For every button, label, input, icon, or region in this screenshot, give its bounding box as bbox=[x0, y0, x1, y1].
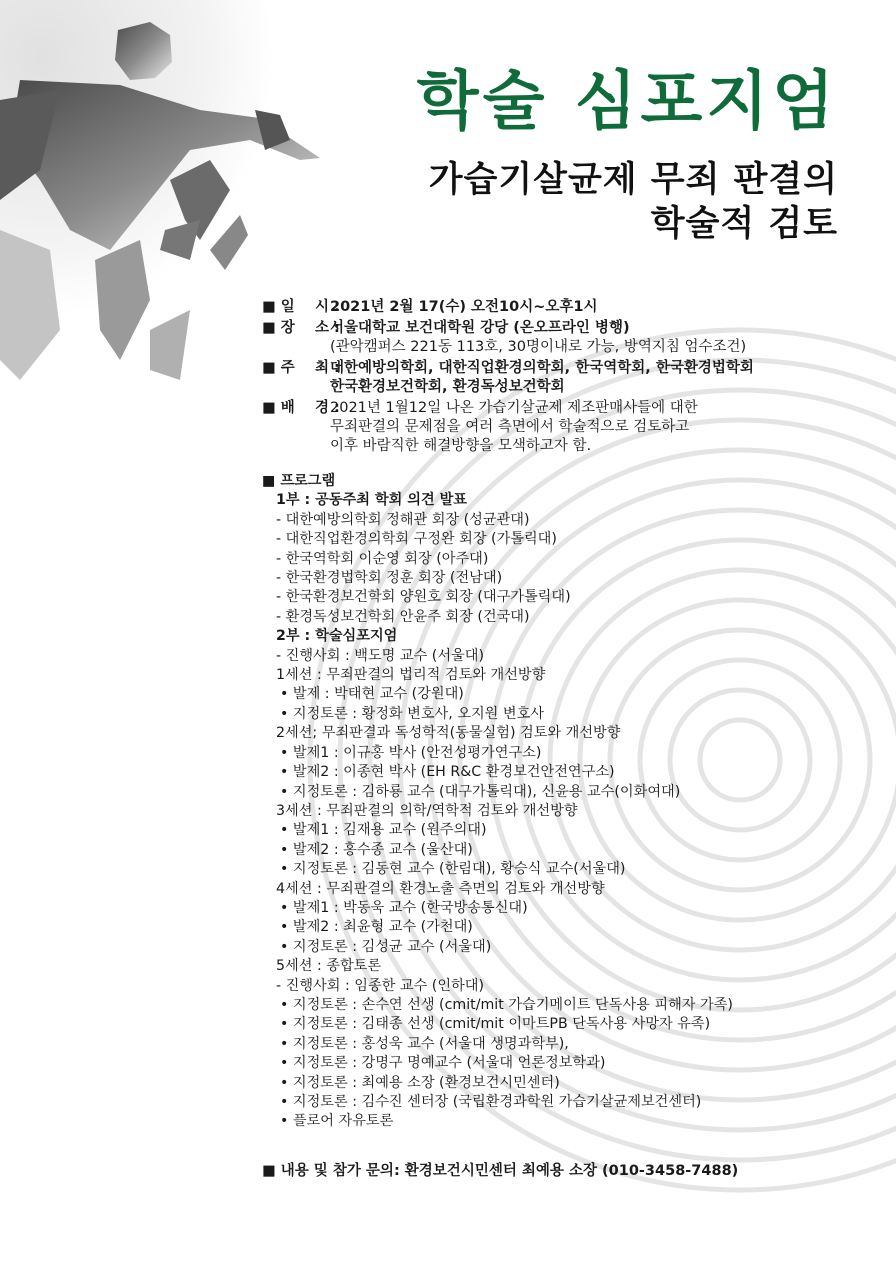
session3-title: 3세션 : 무죄판결의 의학/역학적 검토와 개선방향 bbox=[276, 802, 578, 819]
session5-item: • 지정토론 : 강명구 명예교수 (서울대 언론정보학과) bbox=[280, 1055, 606, 1072]
part1-item: - 대한직업환경의학회 구정완 회장 (가톨릭대) bbox=[276, 531, 557, 548]
session5-item: • 지정토론 : 김태종 선생 (cmit/mit 이마트PB 단독사용 사망자 유족) bbox=[280, 1016, 711, 1033]
subtitle-line-1: 가습기살균제 무죄 판결의 bbox=[428, 159, 838, 200]
background-text-1: 2021년 1월12일 나온 가습기살균제 제조판매사들에 대한 bbox=[330, 400, 698, 416]
program-section bbox=[262, 472, 882, 1132]
background-row bbox=[262, 399, 882, 418]
session1-item: • 발제 : 박태현 교수 (강원대) bbox=[280, 686, 464, 703]
part1-item: - 환경독성보건학회 안윤주 회장 (건국대) bbox=[276, 608, 530, 625]
session2-item: • 지정토론 : 김하룡 교수 (대구가톨릭대), 신윤용 교수(이화여대) bbox=[280, 783, 681, 800]
session5-item: • 플로어 자유토론 bbox=[280, 1113, 394, 1130]
place-value: 서울대학교 보건대학원 강당 (온오프라인 병행) bbox=[330, 320, 630, 336]
part1-item: - 한국환경법학회 정훈 회장 (전남대) bbox=[276, 570, 503, 587]
host-label: ■ 주 최 : bbox=[262, 360, 340, 376]
session5-title: 5세션 : 종합토론 bbox=[276, 958, 382, 975]
contact-info: ■ 내용 및 참가 문의: 환경보건시민센터 최예용 소장 (010-3458-7488) bbox=[262, 1163, 739, 1179]
session3-item: • 발제2 : 홍수종 교수 (울산대) bbox=[280, 841, 473, 858]
session5-item: • 지정토론 : 홍성욱 교수 (서울대 생명과학부), bbox=[280, 1035, 569, 1052]
place-note: (관악캠퍼스 221동 113호, 30명이내로 가능, 방역지침 엄수조건) bbox=[330, 339, 747, 355]
program-heading: ■ 프로그램 bbox=[262, 473, 336, 489]
part1-item: - 한국환경보건학회 양원호 회장 (대구가톨릭대) bbox=[276, 589, 571, 606]
date-label: ■ 일 시 : bbox=[262, 299, 340, 315]
session4-title: 4세션 : 무죄판결의 환경노출 측면의 검토와 개선방향 bbox=[276, 880, 605, 897]
session5-item: • 지정토론 : 김수진 센터장 (국립환경과학원 가습기살균제보건센터) bbox=[280, 1094, 702, 1110]
host-value: 대한예방의학회, 대한직업환경의학회, 한국역학회, 한국환경법학회 bbox=[330, 360, 754, 376]
session5-item: • 지정토론 : 최예용 소장 (환경보건시민센터) bbox=[280, 1074, 560, 1091]
background-text-2: 무죄판결의 문제점을 여러 측면에서 학술적으로 검토하고 bbox=[330, 419, 690, 435]
host-value-2: 한국환경보건학회, 환경독성보건학회 bbox=[330, 379, 565, 395]
place-row bbox=[262, 319, 882, 338]
session4-item: • 발제2 : 최윤형 교수 (가천대) bbox=[280, 919, 473, 936]
session2-item: • 발제1 : 이규홍 박사 (안전성평가연구소) bbox=[280, 744, 542, 761]
part1-item: - 대한예방의학회 정해관 회장 (성균관대) bbox=[276, 511, 530, 528]
session4-item: • 발제1 : 박동욱 교수 (한국방송통신대) bbox=[280, 899, 528, 916]
subtitle-line-2: 학술적 검토 bbox=[650, 203, 838, 244]
session5-item: • 지정토론 : 손수연 선생 (cmit/mit 가습기메이트 단독사용 피해자 가족) bbox=[280, 996, 733, 1013]
background-text-3: 이후 바람직한 해결방향을 모색하고자 함. bbox=[330, 438, 592, 454]
host-row bbox=[262, 359, 882, 378]
session2-item: • 발제2 : 이종현 박사 (EH R&C 환경보건안전연구소) bbox=[280, 764, 615, 781]
part1-title: 1부 : 공동주최 학회 의견 발표 bbox=[276, 492, 467, 509]
date-value: 2021년 2월 17(수) 오전10시~오후1시 bbox=[330, 299, 598, 315]
part2-moderator: - 진행사회 : 백도명 교수 (서울대) bbox=[276, 647, 484, 664]
page-subtitle bbox=[429, 158, 838, 246]
part2-title: 2부 : 학술심포지엄 bbox=[276, 628, 398, 645]
session4-item: • 지정토론 : 김성균 교수 (서울대) bbox=[280, 938, 492, 955]
session1-title: 1세션 : 무죄판결의 법리적 검토와 개선방향 bbox=[276, 667, 546, 684]
session2-title: 2세션; 무죄판결과 독성학적(동물실험) 검토와 개선방향 bbox=[276, 725, 621, 742]
date-row bbox=[262, 298, 882, 317]
session5-moderator: - 진행사회 : 임종한 교수 (인하대) bbox=[276, 977, 484, 994]
part1-item: - 한국역학회 이순영 회장 (아주대) bbox=[276, 550, 489, 567]
session1-item: • 지정토론 : 황정화 변호사, 오지원 변호사 bbox=[280, 705, 545, 722]
session3-item: • 지정토론 : 김동현 교수 (한림대), 황승식 교수(서울대) bbox=[280, 861, 626, 878]
session3-item: • 발제1 : 김재용 교수 (원주의대) bbox=[280, 822, 487, 839]
background-label: ■ 배 경 : bbox=[262, 400, 340, 416]
place-label: ■ 장 소 : bbox=[262, 320, 340, 336]
page-title: 학술 심포지엄 bbox=[416, 65, 838, 139]
event-info bbox=[262, 298, 882, 456]
